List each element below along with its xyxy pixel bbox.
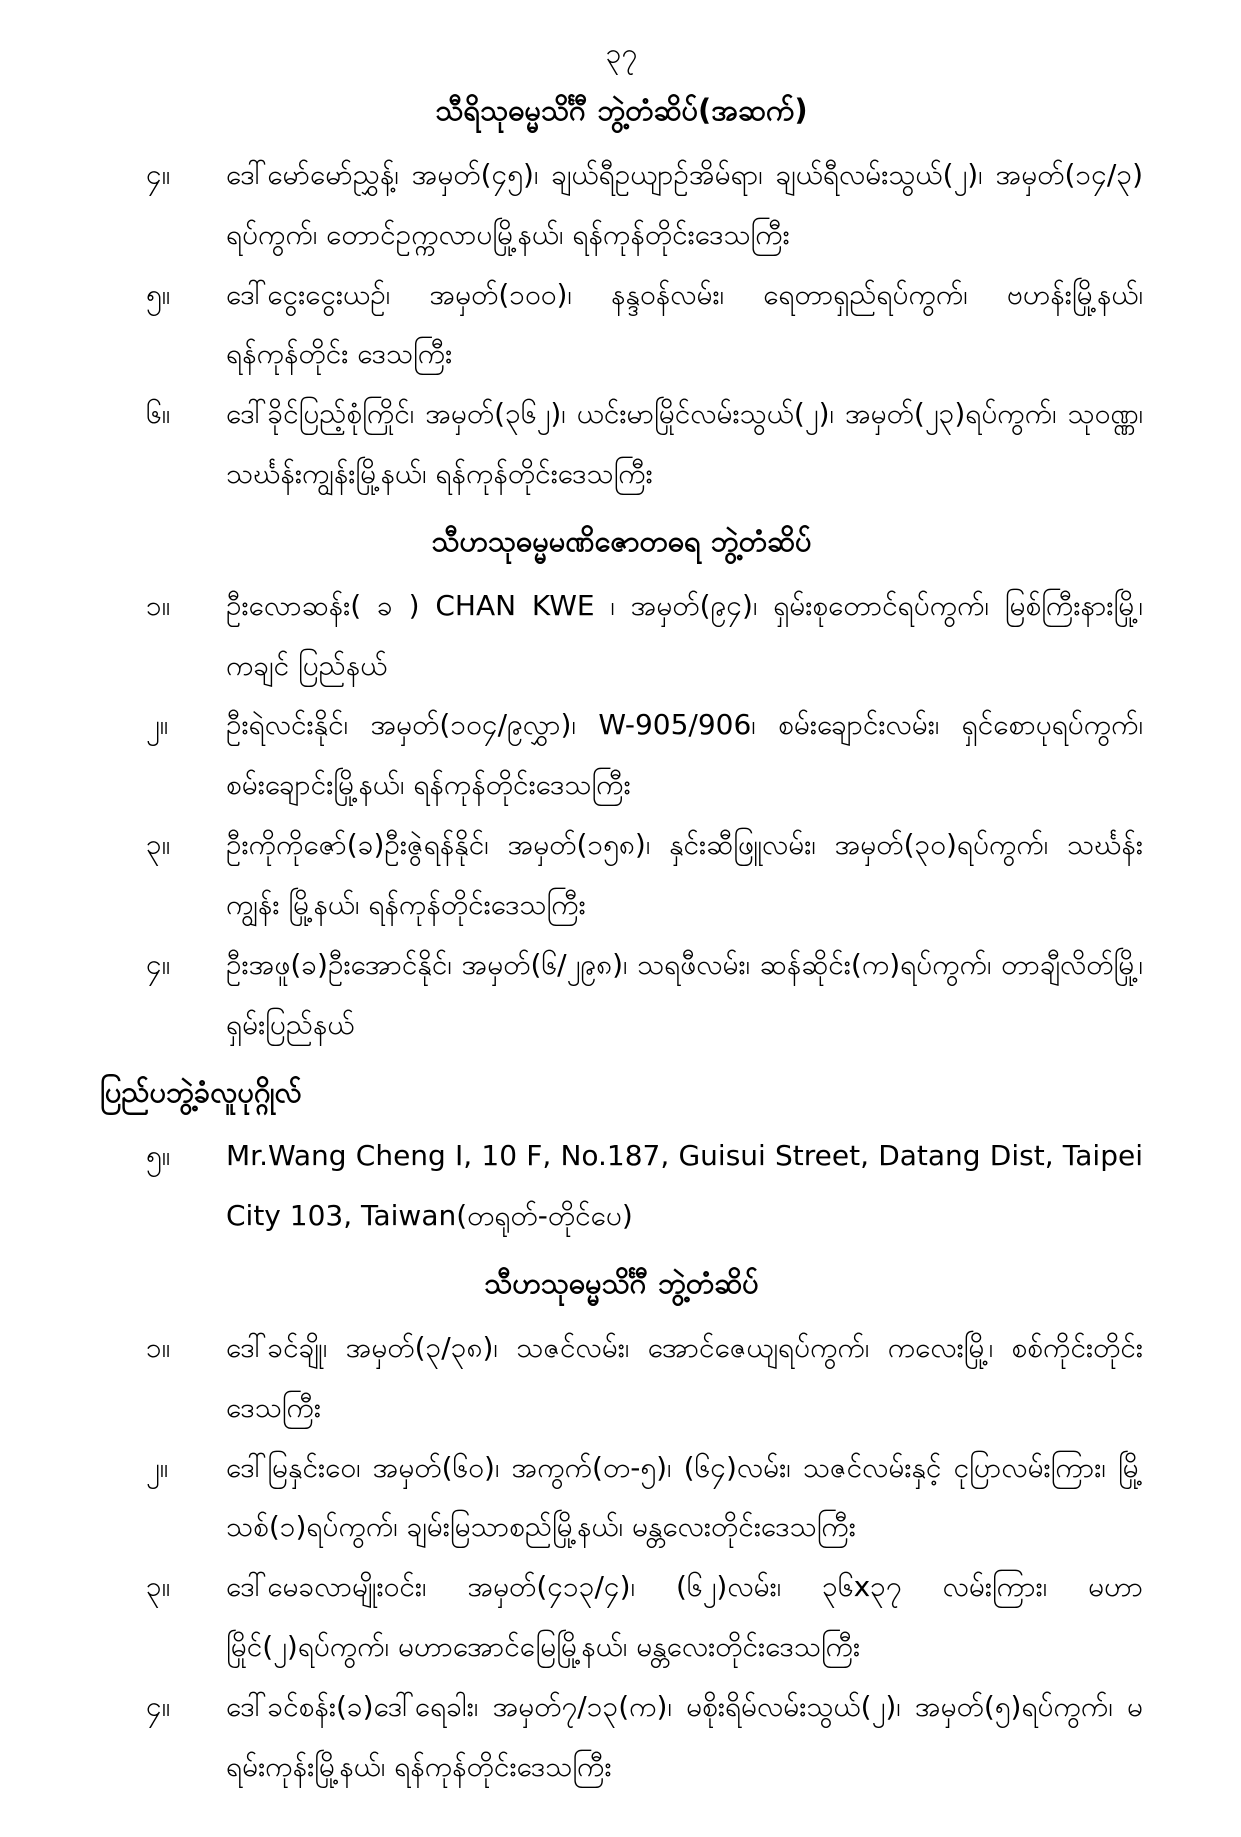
list-item xyxy=(146,1126,1143,1246)
list-item xyxy=(146,1557,1143,1677)
item-number: ၂။ xyxy=(146,708,169,742)
item-number: ၆။ xyxy=(146,397,171,431)
item-text: ဦးအဖူ(ခ)ဦးအောင်နိုင်၊ အမှတ်(၆/၂၉၈)၊ သရဖီလမ်း၊ ဆန်ဆိုင်း(က)ရပ်ကွက်၊ တာချီလိတ်မြို့၊ ရှမ်းပြည်နယ် xyxy=(226,948,1143,1041)
list-item xyxy=(146,145,1143,265)
list-item xyxy=(146,1677,1143,1797)
section-foreign-recipients xyxy=(100,1071,1143,1246)
list-item xyxy=(146,1318,1143,1438)
section-heading: ပြည်ပဘွဲ့ခံလူပုဂ္ဂိုလ် xyxy=(100,1074,302,1109)
list-item xyxy=(146,576,1143,696)
section-thiha-thudhamma-mani-zawtadara xyxy=(100,520,1143,1055)
item-text: ဒေါ်ခင်စန်း(ခ)ဒေါ်ရေခါး၊ အမှတ်၇/၁၃(က)၊ မစိုးရိမ်လမ်းသွယ်(၂)၊ အမှတ်(၅)ရပ်ကွက်၊ မရမ်းကုန်းမြို့နယ်၊ ရန်ကုန်တိုင်းဒေသကြီး xyxy=(226,1690,1143,1784)
page-number: ၃၇ xyxy=(605,37,638,70)
item-number: ၅။ xyxy=(146,1139,171,1173)
list-item xyxy=(146,935,1143,1055)
item-text: ဦးကိုကိုဇော်(ခ)ဦးဇွဲရန်နိုင်၊ အမှတ်(၁၅၈)၊ နှင်းဆီဖြူလမ်း၊ အမှတ်(၃၀)ရပ်ကွက်၊ သင်္ဃန်းကျွန်း မြို့နယ်၊ ရန်ကုန်တိုင်းဒေသကြီး xyxy=(226,828,1143,922)
list-item xyxy=(146,815,1143,935)
item-number: ၁။ xyxy=(146,588,171,622)
list-item xyxy=(146,384,1143,504)
item-number: ၁။ xyxy=(146,1330,171,1364)
list-item xyxy=(146,695,1143,815)
section-thiha-thudhamma-theingi xyxy=(100,1262,1143,1797)
item-text: ဦးလောဆန်း( ခ ) CHAN KWE ၊ အမှတ်(၉၄)၊ ရှမ်းစုတောင်ရပ်ကွက်၊ မြစ်ကြီးနားမြို့၊ ကချင် ပြည်နယ် xyxy=(226,588,1143,682)
list-item xyxy=(146,1438,1143,1558)
section-heading: သီရိသုဓမ္မသိင်္ဂီ ဘွဲ့တံဆိပ်(အဆက်) xyxy=(435,93,808,128)
item-number: ၄။ xyxy=(146,948,171,982)
item-text: Mr.Wang Cheng I, 10 F, No.187, Guisui Street, Datang Dist, Taipei City 103, Taiwan(တရုတ်-တိုင်ပေ) xyxy=(226,1139,1143,1233)
section-heading: သီဟသုဓမ္မသိင်္ဂီ ဘွဲ့တံဆိပ် xyxy=(484,1266,759,1301)
list-item xyxy=(146,265,1143,385)
section-thiri-thudhamma-theingi xyxy=(100,89,1143,504)
item-text: ဒေါ်ခိုင်ပြည့်စုံကြိုင်၊ အမှတ်(၃၆၂)၊ ယင်းမာမြိုင်လမ်းသွယ်(၂)၊ အမှတ်(၂၃)ရပ်ကွက်၊ သုဝဏ္ဏ၊ သင်္ဃန်းကျွန်းမြို့နယ်၊ ရန်ကုန်တိုင်းဒေသကြီး xyxy=(226,397,1143,491)
item-text: ဒေါ်မေခလာမျိုးဝင်း၊ အမှတ်(၄၁၃/၄)၊ (၆၂)လမ်း၊ ၃၆x၃၇ လမ်းကြား၊ မဟာမြိုင်(၂)ရပ်ကွက်၊ မဟာအောင်မြေမြို့နယ်၊ မန္တလေးတိုင်းဒေသကြီး xyxy=(226,1570,1143,1664)
item-number: ၂။ xyxy=(146,1450,169,1484)
item-text: ဒေါ်မော်မော်ညွှန့်၊ အမှတ်(၄၅)၊ ချယ်ရီဥယျာဉ်အိမ်ရာ၊ ချယ်ရီလမ်းသွယ်(၂)၊ အမှတ်(၁၄/၃) ရပ်ကွက်၊ တောင်ဥက္ကလာပမြို့နယ်၊ ရန်ကုန်တိုင်းဒေသကြီး xyxy=(226,157,1143,251)
item-number: ၅။ xyxy=(146,277,171,311)
item-number: ၄။ xyxy=(146,1690,171,1724)
item-text: ဒေါ်မြနှင်းဝေ၊ အမှတ်(၆၀)၊ အကွက်(တ-၅)၊ (၆၄)လမ်း၊ သဇင်လမ်းနှင့် ငုပြာလမ်းကြား၊ မြို့သစ်(၁)ရပ်ကွက်၊ ချမ်းမြသာစည်မြို့နယ်၊ မန္တလေးတိုင်းဒေသကြီး xyxy=(226,1450,1143,1544)
item-text: ဒေါ်ခင်ချို၊ အမှတ်(၃/၃၈)၊ သဇင်လမ်း၊ အောင်ဇေယျရပ်ကွက်၊ ကလေးမြို့၊ စစ်ကိုင်းတိုင်း ဒေသကြီး xyxy=(226,1330,1143,1424)
item-text: ဒေါ်ငွေးငွေးယဉ်၊ အမှတ်(၁၀၀)၊ နန္ဒဝန်လမ်း၊ ရေတာရှည်ရပ်ကွက်၊ ဗဟန်းမြို့နယ်၊ ရန်ကုန်တိုင်း ဒေသကြီး xyxy=(226,277,1143,371)
item-number: ၃။ xyxy=(146,1570,171,1604)
item-number: ၄။ xyxy=(146,157,171,191)
item-number: ၃။ xyxy=(146,828,171,862)
item-text: ဦးရဲလင်းနိုင်၊ အမှတ်(၁၀၄/၉လွှာ)၊ W-905/906၊ စမ်းချောင်းလမ်း၊ ရှင်စောပုရပ်ကွက်၊ စမ်းချောင်းမြို့နယ်၊ ရန်ကုန်တိုင်းဒေသကြီး xyxy=(226,708,1143,802)
section-heading: သီဟသုဓမ္မမဏိဇောတဓရ ဘွဲ့တံဆိပ် xyxy=(431,524,812,559)
